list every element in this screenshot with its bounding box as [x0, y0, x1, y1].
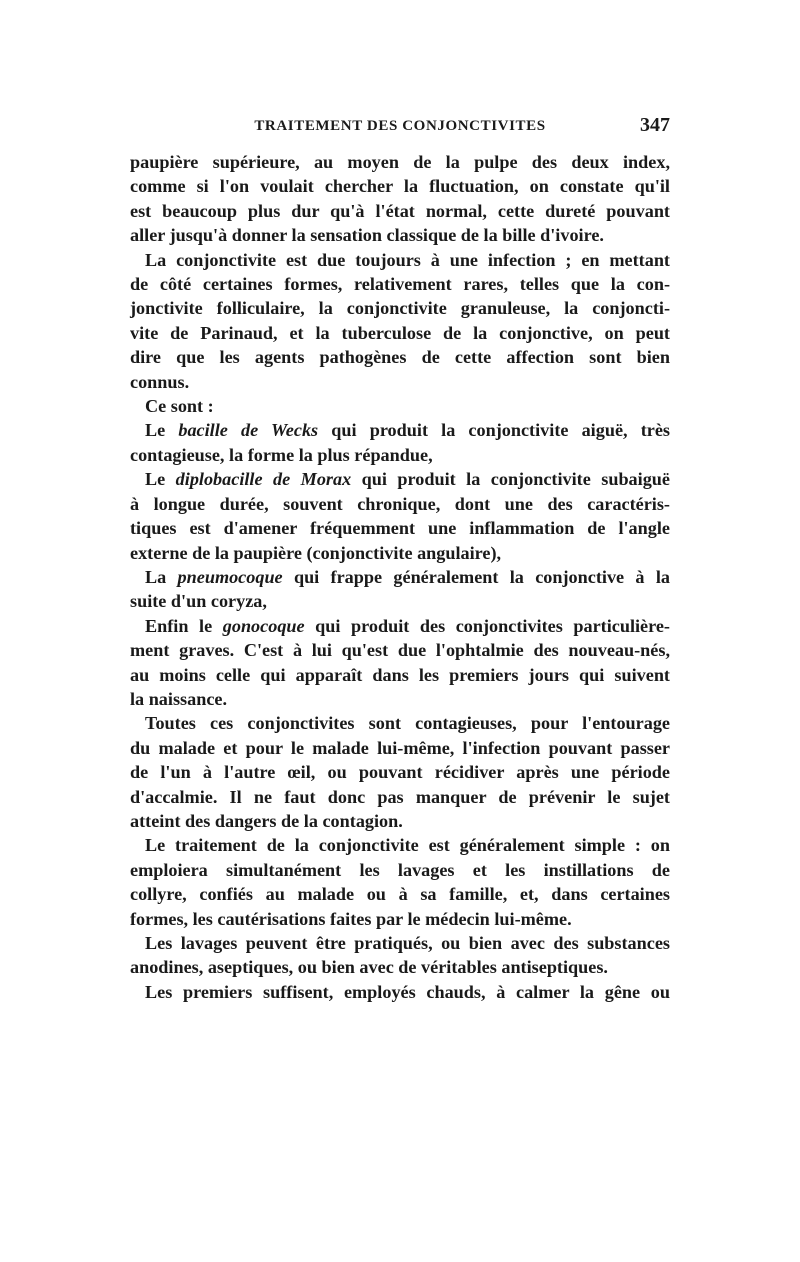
text-line: externe de la paupière (conjonctivite angulaire), — [130, 542, 502, 563]
text-line: ment graves. C'est à lui qu'est due l'ophtalmie des nouveau-nés, — [130, 640, 670, 661]
text-line: Le traitement de la conjonctivite est généralement simple : on — [145, 835, 670, 856]
text-line: atteint des dangers de la contagion. — [130, 810, 403, 831]
text-segment: qui produit la conjonctivite aiguë, très — [318, 420, 670, 441]
text-line — [130, 418, 670, 442]
text-line: contagieuse, la forme la plus répandue, — [130, 444, 433, 465]
text-line: à longue durée, souvent chronique, dont une des caractéris- — [130, 493, 670, 514]
text-line — [130, 565, 670, 589]
text-line: connus. — [130, 371, 190, 392]
text-segment: Enfin le — [145, 615, 223, 636]
text-line: formes, les cautérisations faites par le médecin lui-même. — [130, 908, 572, 929]
text-line: suite d'un coryza, — [130, 591, 267, 612]
text-segment: La — [145, 566, 178, 587]
italic-term: bacille de Wecks — [178, 420, 319, 441]
text-line: d'accalmie. Il ne faut donc pas manquer de prévenir le sujet — [130, 786, 670, 807]
text-line: jonctivite folliculaire, la conjonctivite granuleuse, la conjoncti- — [130, 298, 670, 319]
text-line: de côté certaines formes, relativement rares, telles que la con- — [130, 274, 670, 295]
italic-term: gonocoque — [222, 615, 305, 636]
text-line: Ce sont : — [145, 396, 214, 417]
text-line: La conjonctivite est due toujours à une infection ; en mettant — [145, 249, 670, 270]
text-line: la naissance. — [130, 688, 228, 709]
italic-term: diplobacille de Morax — [175, 469, 352, 490]
text-line — [130, 467, 670, 491]
italic-term: pneumocoque — [177, 566, 283, 587]
text-line: au moins celle qui apparaît dans les premiers jours qui suivent — [130, 664, 670, 685]
text-line: Les premiers suffisent, employés chauds, à calmer la gêne ou — [145, 981, 670, 1002]
text-line: vite de Parinaud, et la tuberculose de la conjonctive, on peut — [130, 322, 670, 343]
text-line: Les lavages peuvent être pratiqués, ou bien avec des substances — [145, 933, 670, 953]
text-line: tiques est d'amener fréquemment une inflammation de l'angle — [130, 518, 670, 539]
text-line: anodines, aseptiques, ou bien avec de véritables antiseptiques. — [130, 957, 608, 978]
text-line — [130, 614, 670, 638]
text-line: emploiera simultanément les lavages et les instillations de — [130, 859, 670, 880]
text-line: de l'un à l'autre œil, ou pouvant récidiver après une période — [130, 762, 670, 783]
text-line: du malade et pour le malade lui-même, l'infection pouvant passer — [130, 737, 670, 758]
page-header — [130, 116, 670, 140]
running-title: TRAITEMENT DES CONJONCTIVITES — [254, 118, 546, 134]
text-segment: Le — [145, 469, 176, 490]
text-line: comme si l'on voulait chercher la fluctuation, on constate qu'il — [130, 176, 670, 197]
page-number: 347 — [640, 114, 670, 136]
text-segment: Le — [145, 420, 179, 441]
text-line: aller jusqu'à donner la sensation classique de la bille d'ivoire. — [130, 225, 604, 246]
text-line: paupière supérieure, au moyen de la pulpe des deux index, — [130, 152, 670, 172]
text-line: est beaucoup plus dur qu'à l'état normal, cette dureté pouvant — [130, 200, 670, 221]
text-line: Toutes ces conjonctivites sont contagieuses, pour l'entourage — [145, 713, 670, 734]
text-line: dire que les agents pathogènes de cette affection sont bien — [130, 347, 670, 368]
text-line: collyre, confiés au malade ou à sa famille, et, dans certaines — [130, 884, 670, 905]
text-segment: qui produit des conjonctivites particulière- — [304, 615, 670, 636]
text-segment: qui produit la conjonctivite subaiguë — [351, 469, 670, 490]
text-segment: qui frappe généralement la conjonctive à la — [282, 566, 670, 587]
body-text — [130, 150, 670, 1004]
